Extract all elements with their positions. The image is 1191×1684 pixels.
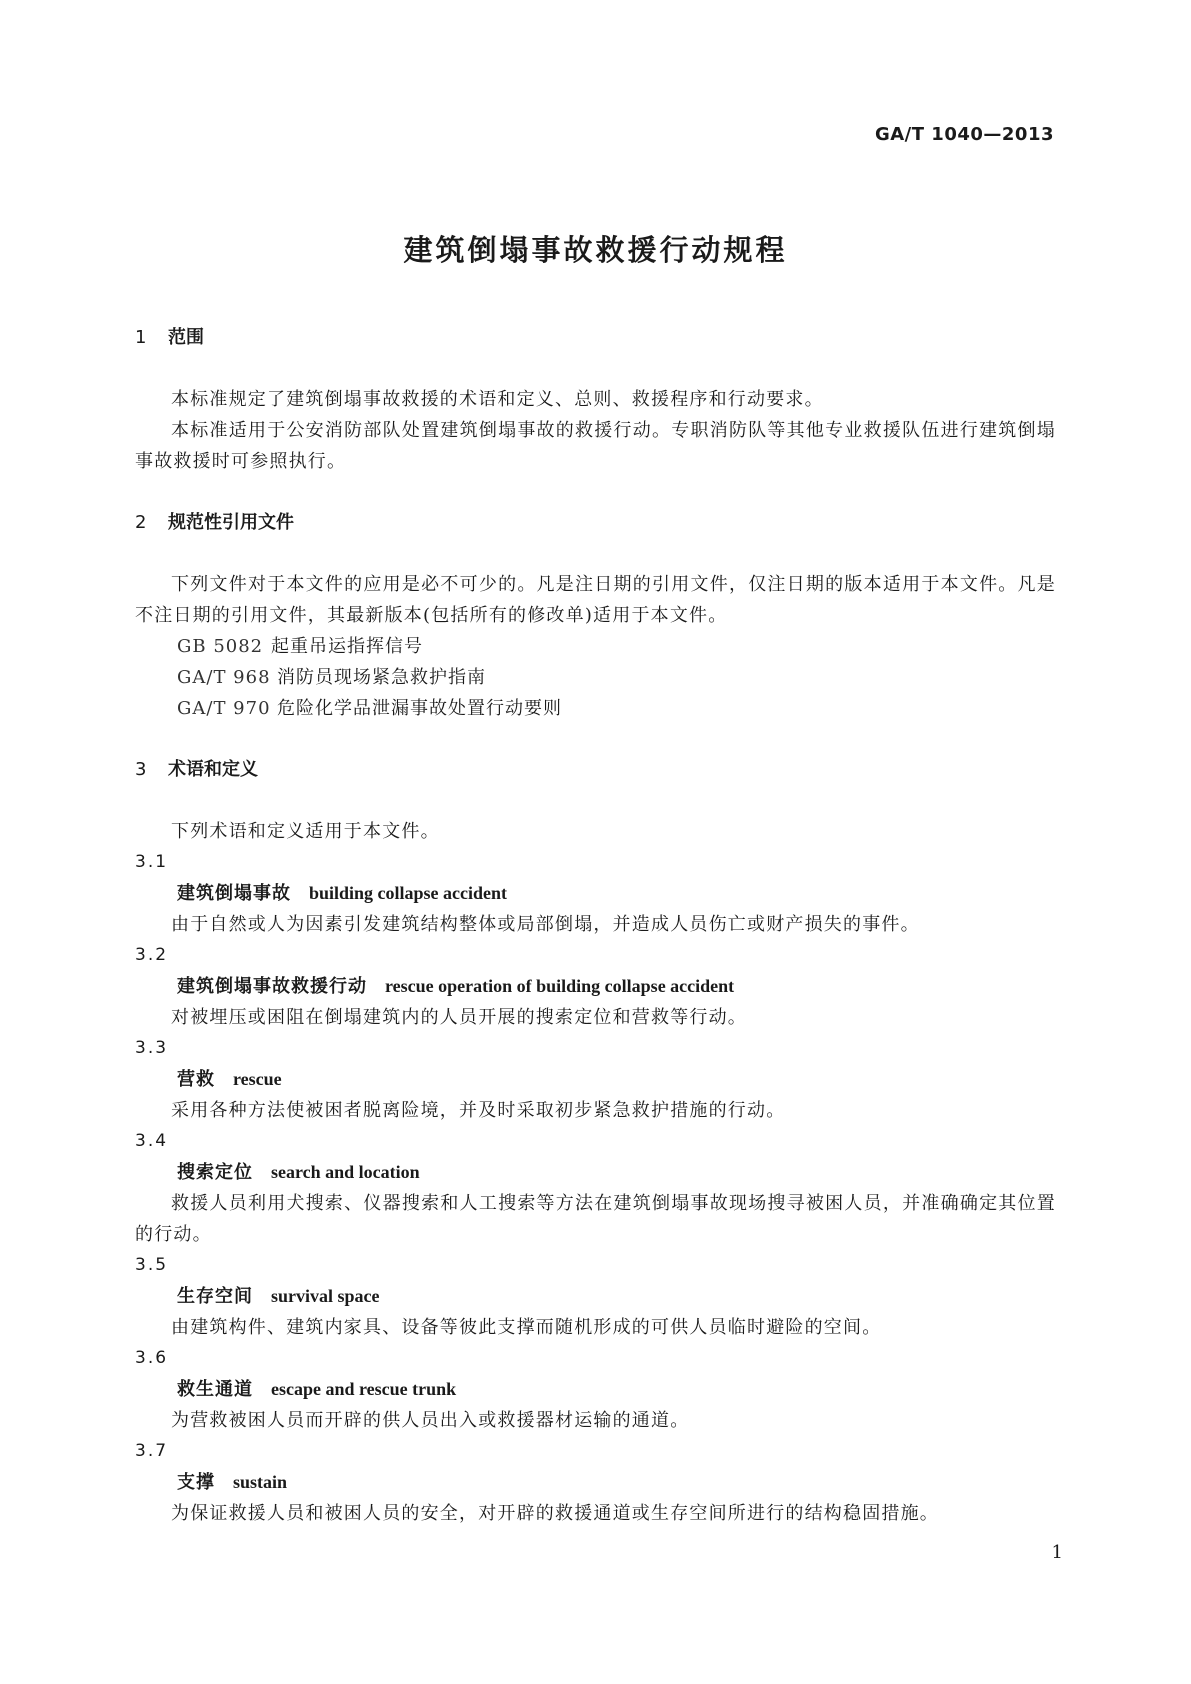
term-en: search and location	[271, 1162, 420, 1182]
reference-code: GA/T 968	[177, 667, 271, 688]
term-en: rescue operation of building collapse accident	[385, 976, 735, 996]
term-zh: 救生通道	[177, 1379, 253, 1400]
reference-name: 危险化学品泄漏事故处置行动要则	[277, 698, 562, 719]
scope-paragraph: 本标准规定了建筑倒塌事故救援的术语和定义、总则、救援程序和行动要求。	[171, 389, 824, 410]
section-title: 范围	[168, 327, 204, 348]
document-body	[135, 322, 1056, 1529]
term-zh: 支撑	[177, 1472, 215, 1493]
term-definition: 为营救被困人员而开辟的供人员出入或救援器材运输的通道。	[171, 1410, 690, 1431]
term-number: 3.6	[135, 1348, 169, 1368]
section-heading-terms	[135, 754, 1056, 786]
term-entry	[135, 1250, 1056, 1343]
term-zh: 搜索定位	[177, 1162, 253, 1183]
term-definition: 救援人员利用犬搜索、仪器搜索和人工搜索等方法在建筑倒塌事故现场搜寻被困人员，并准确确定其位置的行动。	[135, 1193, 1056, 1245]
term-zh: 建筑倒塌事故	[177, 883, 291, 904]
term-entry	[135, 1343, 1056, 1436]
term-zh: 生存空间	[177, 1286, 253, 1307]
term-entry	[135, 940, 1056, 1033]
term-en: sustain	[233, 1472, 288, 1492]
reference-code: GB 5082	[177, 636, 264, 657]
term-title	[135, 971, 1056, 1002]
section-heading-scope	[135, 322, 1056, 354]
page-number: 1	[1051, 1542, 1063, 1563]
term-definition: 由建筑构件、建筑内家具、设备等彼此支撑而随机形成的可供人员临时避险的空间。	[171, 1317, 882, 1338]
term-title	[135, 1281, 1056, 1312]
term-title	[135, 878, 1056, 909]
term-definition: 采用各种方法使被困者脱离险境，并及时采取初步紧急救护措施的行动。	[171, 1100, 786, 1121]
term-definition: 为保证救援人员和被困人员的安全，对开辟的救援通道或生存空间所进行的结构稳固措施。	[171, 1503, 939, 1524]
term-zh: 营救	[177, 1069, 215, 1090]
reference-item	[135, 631, 1056, 662]
reference-item	[135, 662, 1056, 693]
reference-item	[135, 693, 1056, 724]
section-number: 1	[135, 327, 147, 348]
term-entry	[135, 1126, 1056, 1250]
term-number: 3.4	[135, 1131, 169, 1151]
reference-name: 消防员现场紧急救护指南	[277, 667, 486, 688]
term-entry	[135, 1033, 1056, 1126]
term-entry	[135, 847, 1056, 940]
reference-name: 起重吊运指挥信号	[271, 636, 423, 657]
section-title: 术语和定义	[168, 759, 258, 780]
term-entry	[135, 1436, 1056, 1529]
term-number: 3.2	[135, 945, 169, 965]
term-zh: 建筑倒塌事故救援行动	[177, 976, 367, 997]
term-number: 3.5	[135, 1255, 169, 1275]
term-title	[135, 1374, 1056, 1405]
document-title: 建筑倒塌事故救援行动规程	[403, 233, 788, 267]
term-definition: 对被埋压或困阻在倒塌建筑内的人员开展的搜索定位和营救等行动。	[171, 1007, 747, 1028]
term-title	[135, 1157, 1056, 1188]
section-number: 3	[135, 759, 147, 780]
references-intro: 下列文件对于本文件的应用是必不可少的。凡是注日期的引用文件，仅注日期的版本适用于本文件。凡是不注日期的引用文件，其最新版本(包括所有的修改单)适用于本文件。	[135, 574, 1056, 626]
standard-code: GA/T 1040—2013	[874, 124, 1054, 145]
term-number: 3.3	[135, 1038, 169, 1058]
reference-code: GA/T 970	[177, 698, 271, 719]
term-en: survival space	[271, 1286, 380, 1306]
scope-paragraph: 本标准适用于公安消防部队处置建筑倒塌事故的救援行动。专职消防队等其他专业救援队伍进行建筑倒塌事故救援时可参照执行。	[135, 420, 1056, 472]
section-title: 规范性引用文件	[168, 512, 294, 533]
term-en: rescue	[233, 1069, 282, 1089]
term-title	[135, 1467, 1056, 1498]
section-heading-references	[135, 507, 1056, 539]
term-number: 3.7	[135, 1441, 169, 1461]
term-en: escape and rescue trunk	[271, 1379, 457, 1399]
term-definition: 由于自然或人为因素引发建筑结构整体或局部倒塌，并造成人员伤亡或财产损失的事件。	[171, 914, 920, 935]
section-number: 2	[135, 512, 147, 533]
term-title	[135, 1064, 1056, 1095]
term-number: 3.1	[135, 852, 169, 872]
terms-intro: 下列术语和定义适用于本文件。	[171, 821, 440, 842]
term-en: building collapse accident	[309, 883, 508, 903]
